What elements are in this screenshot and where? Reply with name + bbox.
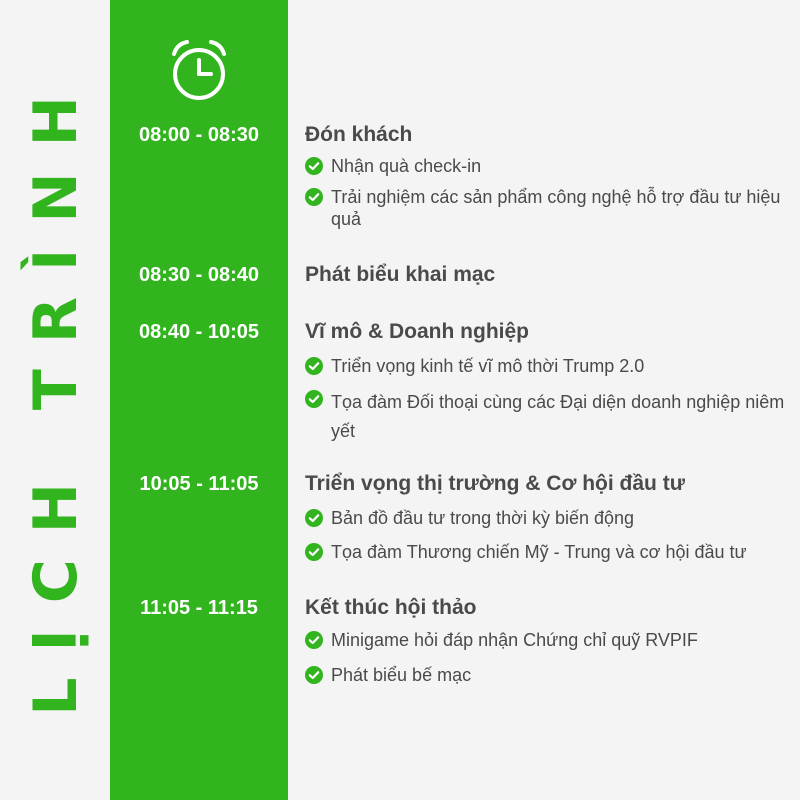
agenda-item (305, 507, 781, 529)
agenda-item-text: Phát biểu bế mạc (331, 665, 472, 685)
check-circle-icon (305, 157, 323, 175)
agenda-item (305, 155, 781, 177)
agenda-item (305, 355, 781, 377)
agenda-item (305, 541, 791, 563)
agenda-item-text: Tọa đàm Thương chiến Mỹ - Trung và cơ hội đầu tư (331, 542, 747, 562)
session-title: Phát biểu khai mạc (305, 263, 496, 286)
agenda-item-text: Nhận quà check-in (331, 156, 482, 176)
check-circle-icon (305, 509, 323, 527)
alarm-clock-icon (168, 38, 230, 104)
check-circle-icon (305, 357, 323, 375)
session-title: Vĩ mô & Doanh nghiệp (305, 320, 529, 343)
session-title: Triển vọng thị trường & Cơ hội đầu tư (305, 472, 685, 495)
agenda-item (305, 664, 781, 686)
page-title: LỊCH TRÌNH (21, 70, 91, 716)
agenda-item-text: Minigame hỏi đáp nhận Chứng chỉ quỹ RVPIF (331, 630, 698, 650)
session-time: 08:30 - 08:40 (138, 264, 260, 286)
session-time: 08:00 - 08:30 (138, 124, 260, 146)
session-time: 11:05 - 11:15 (140, 597, 258, 619)
agenda-item-text: Bản đồ đầu tư trong thời kỳ biến động (331, 508, 635, 528)
agenda-item-text: Tọa đàm Đối thoại cùng các Đại diện doanh nghiệp niêm yết (331, 392, 785, 441)
check-circle-icon (305, 188, 323, 206)
agenda-item-text: Trải nghiệm các sản phẩm công nghệ hỗ trợ đầu tư hiệu quả (331, 187, 781, 229)
agenda-item (305, 629, 781, 651)
agenda-item-text: Triển vọng kinh tế vĩ mô thời Trump 2.0 (331, 356, 645, 376)
session-title: Kết thúc hội thảo (305, 596, 477, 619)
session-time: 08:40 - 10:05 (138, 321, 260, 343)
session-time: 10:05 - 11:05 (139, 473, 259, 495)
session-title: Đón khách (305, 123, 413, 146)
agenda-item (305, 186, 781, 230)
check-circle-icon (305, 666, 323, 684)
check-circle-icon (305, 543, 323, 561)
check-circle-icon (305, 390, 323, 408)
agenda-item (305, 388, 791, 446)
timeline-band (110, 0, 288, 800)
check-circle-icon (305, 631, 323, 649)
